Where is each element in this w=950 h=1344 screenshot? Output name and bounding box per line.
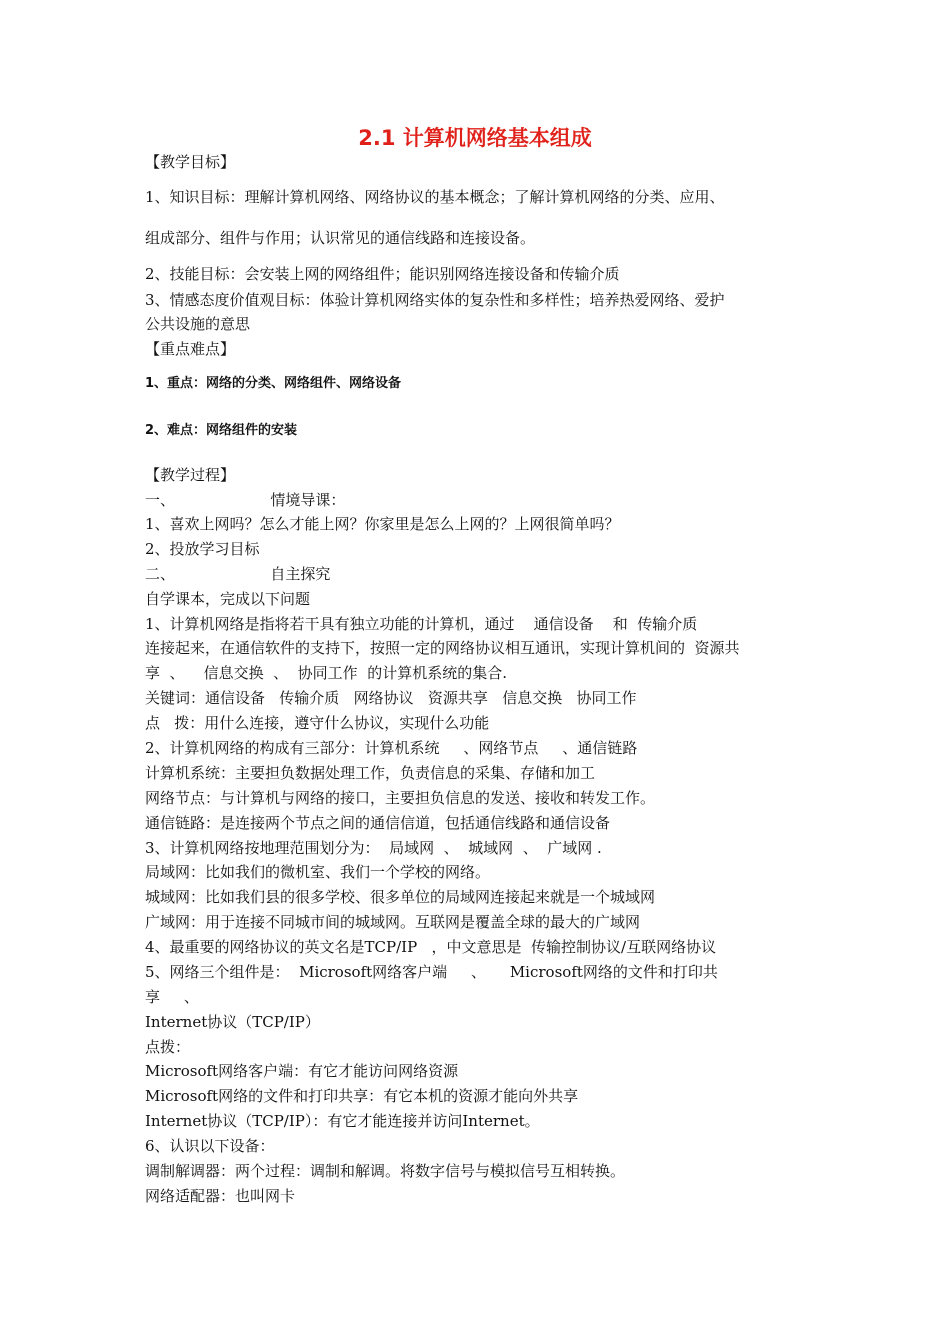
- text-line: 网络节点：与计算机与网络的接口，主要担负信息的发送、接收和转发工作。: [145, 789, 656, 807]
- text-line: 点 拨：用什么连接，遵守什么协议，实现什么功能: [145, 714, 490, 732]
- text-line: Internet协议（TCP/IP）: [145, 1013, 320, 1031]
- difficulty-line: 2、难点：网络组件的安装: [145, 423, 298, 438]
- text-line: 连接起来，在通信软件的支持下，按照一定的网络协议相互通讯，实现计算机间的 资源共: [145, 639, 740, 657]
- text-line: 6、认识以下设备：: [145, 1137, 275, 1155]
- text-line: 1、知识目标：理解计算机网络、网络协议的基本概念；了解计算机网络的分类、应用、: [145, 188, 725, 206]
- text-line: 公共设施的意思: [145, 315, 251, 333]
- text-line: Microsoft网络客户端：有它才能访问网络资源: [145, 1062, 459, 1080]
- key-point-line: 1、重点：网络的分类、网络组件、网络设备: [145, 376, 402, 391]
- text-line: 5、网络三个组件是： Microsoft网络客户端 、 Microsoft网络的文件和打印共: [145, 963, 718, 981]
- text-line: 二、 自主探究: [145, 565, 331, 583]
- text-line: Internet协议（TCP/IP）：有它才能连接并访问Internet。: [145, 1112, 540, 1130]
- text-line: 计算机系统：主要担负数据处理工作，负责信息的采集、存储和加工: [145, 764, 596, 782]
- text-line: 享 、 信息交换 、 协同工作 的计算机系统的集合.: [145, 664, 507, 682]
- text-line: 组成部分、组件与作用；认识常见的通信线路和连接设备。: [145, 229, 536, 247]
- text-line: 4、最重要的网络协议的英文名是TCP/IP ，中文意思是 传输控制协议/互联网络协议: [145, 938, 717, 956]
- text-line: 2、计算机网络的构成有三部分：计算机系统 、网络节点 、通信链路: [145, 739, 638, 757]
- text-line: 点拨：: [145, 1038, 191, 1056]
- text-line: 自学课本，完成以下问题: [145, 590, 311, 608]
- text-line: 调制解调器：两个过程：调制和解调。将数字信号与模拟信号互相转换。: [145, 1162, 626, 1180]
- text-line: 网络适配器：也叫网卡: [145, 1187, 296, 1205]
- text-line: 1、喜欢上网吗？怎么才能上网？你家里是怎么上网的？上网很简单吗？: [145, 515, 620, 533]
- page-title: 2.1 计算机网络基本组成: [358, 126, 592, 150]
- text-line: 通信链路：是连接两个节点之间的通信信道，包括通信线路和通信设备: [145, 814, 611, 832]
- text-line: Microsoft网络的文件和打印共享：有它本机的资源才能向外共享: [145, 1087, 579, 1105]
- text-line: 享 、: [145, 988, 199, 1006]
- text-line: 广域网：用于连接不同城市间的城域网。互联网是覆盖全球的最大的广域网: [145, 913, 641, 931]
- text-line: 3、情感态度价值观目标：体验计算机网络实体的复杂性和多样性；培养热爱网络、爱护: [145, 291, 725, 309]
- section-heading-key-points: 【重点难点】: [145, 340, 236, 358]
- text-line: 一、 情境导课：: [145, 491, 346, 509]
- text-line: 1、计算机网络是指将若干具有独立功能的计算机，通过 通信设备 和 传输介质: [145, 615, 698, 633]
- text-line: 局域网：比如我们的微机室、我们一个学校的网络。: [145, 863, 491, 881]
- text-line: 城域网：比如我们县的很多学校、很多单位的局域网连接起来就是一个城域网: [145, 888, 656, 906]
- text-line: 关键词：通信设备 传输介质 网络协议 资源共享 信息交换 协同工作: [145, 689, 637, 707]
- section-heading-process: 【教学过程】: [145, 466, 236, 484]
- text-line: 3、计算机网络按地理范围划分为： 局域网 、 城域网 、 广域网 .: [145, 839, 602, 857]
- text-line: 2、投放学习目标: [145, 540, 260, 558]
- section-heading-goals: 【教学目标】: [145, 153, 236, 171]
- text-line: 2、技能目标：会安装上网的网络组件；能识别网络连接设备和传输介质: [145, 265, 620, 283]
